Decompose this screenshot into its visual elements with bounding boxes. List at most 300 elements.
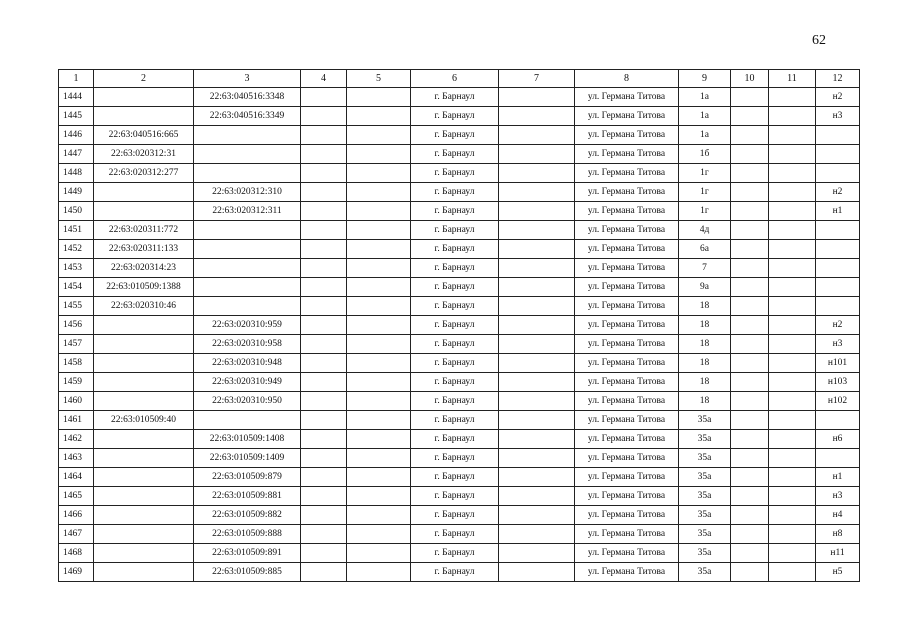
table-cell-col-2 (94, 88, 194, 107)
table-cell-col-7 (499, 240, 575, 259)
table-cell-col-11 (769, 240, 816, 259)
table-cell-col-1: 1446 (59, 126, 94, 145)
table-cell-col-9: 35а (679, 449, 731, 468)
table-cell-col-6: г. Барнаул (411, 221, 499, 240)
table-cell-col-7 (499, 145, 575, 164)
table-cell-col-12: н3 (816, 107, 860, 126)
table-cell-col-2 (94, 449, 194, 468)
table-cell-col-7 (499, 164, 575, 183)
table-cell-col-4 (301, 316, 347, 335)
table-cell-col-8: ул. Германа Титова (575, 107, 679, 126)
table-cell-col-1: 1456 (59, 316, 94, 335)
table-cell-col-2 (94, 506, 194, 525)
register-table (58, 69, 860, 582)
table-cell-col-8: ул. Германа Титова (575, 392, 679, 411)
table-cell-col-8: ул. Германа Титова (575, 525, 679, 544)
table-cell-col-4 (301, 411, 347, 430)
table-cell-col-7 (499, 259, 575, 278)
table-cell-col-7 (499, 525, 575, 544)
table-cell-col-4 (301, 107, 347, 126)
table-cell-col-9: 7 (679, 259, 731, 278)
table-cell-col-9: 1а (679, 126, 731, 145)
column-header-3: 3 (194, 70, 301, 88)
table-cell-col-9: 6а (679, 240, 731, 259)
table-cell-col-6: г. Барнаул (411, 563, 499, 582)
table-cell-col-2 (94, 430, 194, 449)
table-row (59, 335, 860, 354)
table-cell-col-6: г. Барнаул (411, 487, 499, 506)
table-cell-col-7 (499, 316, 575, 335)
table-cell-col-9: 35а (679, 544, 731, 563)
table-cell-col-7 (499, 411, 575, 430)
table-cell-col-4 (301, 563, 347, 582)
table-cell-col-3 (194, 278, 301, 297)
table-cell-col-3: 22:63:040516:3348 (194, 88, 301, 107)
table-cell-col-1: 1466 (59, 506, 94, 525)
table-row (59, 297, 860, 316)
table-cell-col-9: 18 (679, 392, 731, 411)
table-cell-col-8: ул. Германа Титова (575, 506, 679, 525)
table-cell-col-11 (769, 392, 816, 411)
table-cell-col-6: г. Барнаул (411, 525, 499, 544)
table-cell-col-12 (816, 449, 860, 468)
table-cell-col-9: 18 (679, 316, 731, 335)
table-row (59, 430, 860, 449)
table-cell-col-4 (301, 202, 347, 221)
table-cell-col-2: 22:63:020314:23 (94, 259, 194, 278)
table-cell-col-11 (769, 259, 816, 278)
table-cell-col-2: 22:63:040516:665 (94, 126, 194, 145)
column-header-8: 8 (575, 70, 679, 88)
table-cell-col-9: 1а (679, 107, 731, 126)
table-cell-col-6: г. Барнаул (411, 202, 499, 221)
table-cell-col-4 (301, 145, 347, 164)
table-cell-col-7 (499, 449, 575, 468)
table-cell-col-7 (499, 335, 575, 354)
table-cell-col-11 (769, 164, 816, 183)
table-row (59, 392, 860, 411)
table-cell-col-2: 22:63:020312:31 (94, 145, 194, 164)
table-cell-col-1: 1467 (59, 525, 94, 544)
table-row (59, 544, 860, 563)
table-cell-col-10 (731, 335, 769, 354)
table-cell-col-5 (347, 525, 411, 544)
table-cell-col-1: 1452 (59, 240, 94, 259)
table-cell-col-8: ул. Германа Титова (575, 563, 679, 582)
table-cell-col-8: ул. Германа Титова (575, 373, 679, 392)
table-cell-col-12: н8 (816, 525, 860, 544)
table-cell-col-1: 1469 (59, 563, 94, 582)
table-row (59, 202, 860, 221)
table-cell-col-6: г. Барнаул (411, 278, 499, 297)
table-cell-col-6: г. Барнаул (411, 430, 499, 449)
table-cell-col-5 (347, 88, 411, 107)
table-cell-col-5 (347, 544, 411, 563)
table-cell-col-8: ул. Германа Титова (575, 259, 679, 278)
table-cell-col-6: г. Барнаул (411, 335, 499, 354)
table-cell-col-6: г. Барнаул (411, 107, 499, 126)
table-cell-col-5 (347, 506, 411, 525)
table-cell-col-5 (347, 221, 411, 240)
table-cell-col-8: ул. Германа Титова (575, 411, 679, 430)
table-cell-col-6: г. Барнаул (411, 297, 499, 316)
table-cell-col-11 (769, 145, 816, 164)
table-cell-col-12 (816, 145, 860, 164)
table-cell-col-10 (731, 449, 769, 468)
table-cell-col-2 (94, 563, 194, 582)
table-cell-col-1: 1448 (59, 164, 94, 183)
table-cell-col-7 (499, 278, 575, 297)
table-cell-col-11 (769, 430, 816, 449)
table-row (59, 316, 860, 335)
table-cell-col-12: н1 (816, 468, 860, 487)
table-cell-col-8: ул. Германа Титова (575, 164, 679, 183)
table-cell-col-5 (347, 411, 411, 430)
table-cell-col-3 (194, 259, 301, 278)
table-cell-col-4 (301, 525, 347, 544)
table-cell-col-10 (731, 487, 769, 506)
table-cell-col-1: 1454 (59, 278, 94, 297)
table-cell-col-12 (816, 411, 860, 430)
table-cell-col-5 (347, 145, 411, 164)
table-cell-col-8: ул. Германа Титова (575, 221, 679, 240)
table-row (59, 411, 860, 430)
table-cell-col-2 (94, 335, 194, 354)
table-cell-col-4 (301, 221, 347, 240)
table-cell-col-12: н102 (816, 392, 860, 411)
table-row (59, 240, 860, 259)
table-cell-col-2: 22:63:020311:133 (94, 240, 194, 259)
table-row (59, 449, 860, 468)
table-cell-col-12 (816, 259, 860, 278)
table-cell-col-9: 1б (679, 145, 731, 164)
table-row (59, 183, 860, 202)
column-header-11: 11 (769, 70, 816, 88)
table-cell-col-4 (301, 544, 347, 563)
table-row (59, 88, 860, 107)
table-cell-col-10 (731, 278, 769, 297)
table-cell-col-5 (347, 335, 411, 354)
column-header-10: 10 (731, 70, 769, 88)
table-cell-col-6: г. Барнаул (411, 449, 499, 468)
table-cell-col-7 (499, 544, 575, 563)
table-row (59, 278, 860, 297)
table-cell-col-7 (499, 487, 575, 506)
table-cell-col-1: 1459 (59, 373, 94, 392)
table-cell-col-7 (499, 183, 575, 202)
table-cell-col-2: 22:63:020312:277 (94, 164, 194, 183)
table-cell-col-12: н2 (816, 183, 860, 202)
table-cell-col-3: 22:63:020310:958 (194, 335, 301, 354)
table-cell-col-12: н103 (816, 373, 860, 392)
table-cell-col-4 (301, 183, 347, 202)
table-cell-col-6: г. Барнаул (411, 373, 499, 392)
table-cell-col-11 (769, 183, 816, 202)
table-cell-col-10 (731, 392, 769, 411)
table-cell-col-9: 18 (679, 354, 731, 373)
column-header-2: 2 (94, 70, 194, 88)
table-cell-col-3: 22:63:010509:881 (194, 487, 301, 506)
table-cell-col-5 (347, 126, 411, 145)
table-cell-col-8: ул. Германа Титова (575, 88, 679, 107)
table-cell-col-2 (94, 354, 194, 373)
table-cell-col-3: 22:63:010509:1409 (194, 449, 301, 468)
table-cell-col-12 (816, 297, 860, 316)
table-cell-col-3: 22:63:010509:879 (194, 468, 301, 487)
table-cell-col-11 (769, 278, 816, 297)
table-cell-col-10 (731, 202, 769, 221)
table-cell-col-11 (769, 544, 816, 563)
table-cell-col-11 (769, 563, 816, 582)
table-cell-col-10 (731, 411, 769, 430)
table-cell-col-10 (731, 164, 769, 183)
table-cell-col-10 (731, 544, 769, 563)
table-cell-col-8: ул. Германа Титова (575, 335, 679, 354)
table-cell-col-9: 1г (679, 183, 731, 202)
table-cell-col-2 (94, 316, 194, 335)
table-cell-col-10 (731, 563, 769, 582)
header-row (59, 70, 860, 88)
table-cell-col-2 (94, 468, 194, 487)
table-cell-col-3 (194, 126, 301, 145)
table-cell-col-11 (769, 373, 816, 392)
table-cell-col-9: 35а (679, 525, 731, 544)
table-cell-col-12: н101 (816, 354, 860, 373)
table-row (59, 468, 860, 487)
table-body (59, 88, 860, 582)
table-cell-col-7 (499, 107, 575, 126)
table-cell-col-6: г. Барнаул (411, 164, 499, 183)
table-cell-col-3 (194, 164, 301, 183)
table-cell-col-10 (731, 430, 769, 449)
table-row (59, 107, 860, 126)
table-cell-col-8: ул. Германа Титова (575, 449, 679, 468)
table-cell-col-1: 1445 (59, 107, 94, 126)
table-row (59, 164, 860, 183)
table-cell-col-8: ул. Германа Титова (575, 240, 679, 259)
column-header-6: 6 (411, 70, 499, 88)
table-cell-col-11 (769, 107, 816, 126)
table-cell-col-11 (769, 468, 816, 487)
table-cell-col-8: ул. Германа Титова (575, 126, 679, 145)
table-cell-col-3: 22:63:020310:950 (194, 392, 301, 411)
table-row (59, 506, 860, 525)
column-header-7: 7 (499, 70, 575, 88)
table-cell-col-3: 22:63:010509:1408 (194, 430, 301, 449)
table-cell-col-4 (301, 297, 347, 316)
table-cell-col-8: ул. Германа Титова (575, 430, 679, 449)
table-row (59, 525, 860, 544)
table-cell-col-1: 1458 (59, 354, 94, 373)
table-cell-col-9: 18 (679, 373, 731, 392)
table-cell-col-1: 1460 (59, 392, 94, 411)
table-cell-col-12: н6 (816, 430, 860, 449)
table-cell-col-3: 22:63:020310:949 (194, 373, 301, 392)
table-cell-col-1: 1468 (59, 544, 94, 563)
table-cell-col-4 (301, 430, 347, 449)
table-cell-col-3 (194, 240, 301, 259)
table-cell-col-12: н1 (816, 202, 860, 221)
table-cell-col-10 (731, 297, 769, 316)
column-header-5: 5 (347, 70, 411, 88)
table-cell-col-7 (499, 202, 575, 221)
table-cell-col-5 (347, 183, 411, 202)
table-row (59, 221, 860, 240)
table-cell-col-2 (94, 525, 194, 544)
table-cell-col-12: н11 (816, 544, 860, 563)
table-cell-col-4 (301, 506, 347, 525)
table-cell-col-6: г. Барнаул (411, 544, 499, 563)
table-row (59, 563, 860, 582)
table-cell-col-8: ул. Германа Титова (575, 278, 679, 297)
table-cell-col-2 (94, 392, 194, 411)
table-row (59, 126, 860, 145)
table-cell-col-10 (731, 221, 769, 240)
column-header-4: 4 (301, 70, 347, 88)
table-cell-col-4 (301, 164, 347, 183)
table-cell-col-9: 4д (679, 221, 731, 240)
table-cell-col-6: г. Барнаул (411, 468, 499, 487)
table-cell-col-7 (499, 221, 575, 240)
table-cell-col-10 (731, 316, 769, 335)
table-cell-col-11 (769, 487, 816, 506)
table-cell-col-12 (816, 278, 860, 297)
table-cell-col-7 (499, 392, 575, 411)
table-cell-col-3 (194, 297, 301, 316)
table-cell-col-11 (769, 297, 816, 316)
table-cell-col-2 (94, 202, 194, 221)
table-cell-col-12: н5 (816, 563, 860, 582)
table-cell-col-9: 35а (679, 430, 731, 449)
table-cell-col-6: г. Барнаул (411, 259, 499, 278)
table-cell-col-12 (816, 164, 860, 183)
table-cell-col-4 (301, 392, 347, 411)
table-cell-col-9: 35а (679, 506, 731, 525)
table-cell-col-10 (731, 259, 769, 278)
table-cell-col-9: 18 (679, 335, 731, 354)
table-cell-col-5 (347, 487, 411, 506)
table-cell-col-5 (347, 240, 411, 259)
table-cell-col-10 (731, 354, 769, 373)
table-cell-col-5 (347, 563, 411, 582)
table-cell-col-4 (301, 335, 347, 354)
table-cell-col-2 (94, 487, 194, 506)
table-cell-col-6: г. Барнаул (411, 145, 499, 164)
table-row (59, 373, 860, 392)
table-cell-col-1: 1457 (59, 335, 94, 354)
table-cell-col-8: ул. Германа Титова (575, 354, 679, 373)
table-cell-col-10 (731, 506, 769, 525)
table-cell-col-1: 1462 (59, 430, 94, 449)
table-cell-col-9: 18 (679, 297, 731, 316)
table-cell-col-6: г. Барнаул (411, 88, 499, 107)
table-cell-col-5 (347, 449, 411, 468)
table-cell-col-8: ул. Германа Титова (575, 297, 679, 316)
table-cell-col-9: 35а (679, 468, 731, 487)
table-cell-col-3: 22:63:020312:311 (194, 202, 301, 221)
table-cell-col-12: н3 (816, 487, 860, 506)
table-cell-col-9: 35а (679, 487, 731, 506)
table-cell-col-3: 22:63:020312:310 (194, 183, 301, 202)
table-cell-col-9: 1а (679, 88, 731, 107)
table-cell-col-9: 35а (679, 411, 731, 430)
table-cell-col-3 (194, 411, 301, 430)
table-cell-col-12: н2 (816, 88, 860, 107)
table-cell-col-3: 22:63:020310:948 (194, 354, 301, 373)
table-cell-col-7 (499, 506, 575, 525)
table-cell-col-12 (816, 240, 860, 259)
table-cell-col-9: 35а (679, 563, 731, 582)
table-row (59, 145, 860, 164)
table-cell-col-1: 1455 (59, 297, 94, 316)
table-cell-col-12: н3 (816, 335, 860, 354)
table-cell-col-5 (347, 373, 411, 392)
table-cell-col-5 (347, 278, 411, 297)
table-cell-col-10 (731, 88, 769, 107)
table-cell-col-6: г. Барнаул (411, 240, 499, 259)
table-cell-col-6: г. Барнаул (411, 316, 499, 335)
table-cell-col-6: г. Барнаул (411, 411, 499, 430)
table-cell-col-12 (816, 221, 860, 240)
table-cell-col-11 (769, 354, 816, 373)
table-cell-col-5 (347, 164, 411, 183)
table-cell-col-2: 22:63:010509:1388 (94, 278, 194, 297)
table-cell-col-2 (94, 373, 194, 392)
table-cell-col-7 (499, 354, 575, 373)
table-row (59, 487, 860, 506)
table-cell-col-3 (194, 145, 301, 164)
table-cell-col-5 (347, 316, 411, 335)
column-header-1: 1 (59, 70, 94, 88)
table-cell-col-4 (301, 373, 347, 392)
table-cell-col-11 (769, 88, 816, 107)
table-cell-col-1: 1444 (59, 88, 94, 107)
table-cell-col-4 (301, 449, 347, 468)
table-cell-col-2 (94, 183, 194, 202)
table-cell-col-1: 1451 (59, 221, 94, 240)
table-cell-col-7 (499, 430, 575, 449)
table-row (59, 354, 860, 373)
table-cell-col-8: ул. Германа Титова (575, 487, 679, 506)
table-cell-col-4 (301, 88, 347, 107)
table-cell-col-8: ул. Германа Титова (575, 183, 679, 202)
table-cell-col-1: 1465 (59, 487, 94, 506)
table-cell-col-11 (769, 411, 816, 430)
table-cell-col-11 (769, 335, 816, 354)
table-row (59, 259, 860, 278)
table-cell-col-10 (731, 468, 769, 487)
table-cell-col-4 (301, 354, 347, 373)
table-cell-col-2: 22:63:020311:772 (94, 221, 194, 240)
table-cell-col-5 (347, 392, 411, 411)
table-cell-col-4 (301, 278, 347, 297)
table-cell-col-10 (731, 126, 769, 145)
table-cell-col-4 (301, 259, 347, 278)
table-cell-col-5 (347, 259, 411, 278)
table-cell-col-8: ул. Германа Титова (575, 202, 679, 221)
table-cell-col-7 (499, 563, 575, 582)
table-cell-col-4 (301, 468, 347, 487)
table-cell-col-5 (347, 430, 411, 449)
table-cell-col-9: 9а (679, 278, 731, 297)
table-cell-col-6: г. Барнаул (411, 354, 499, 373)
table-cell-col-3: 22:63:010509:888 (194, 525, 301, 544)
table-cell-col-5 (347, 202, 411, 221)
table-cell-col-11 (769, 126, 816, 145)
table-cell-col-5 (347, 297, 411, 316)
page-number: 62 (812, 33, 826, 48)
table-cell-col-6: г. Барнаул (411, 126, 499, 145)
